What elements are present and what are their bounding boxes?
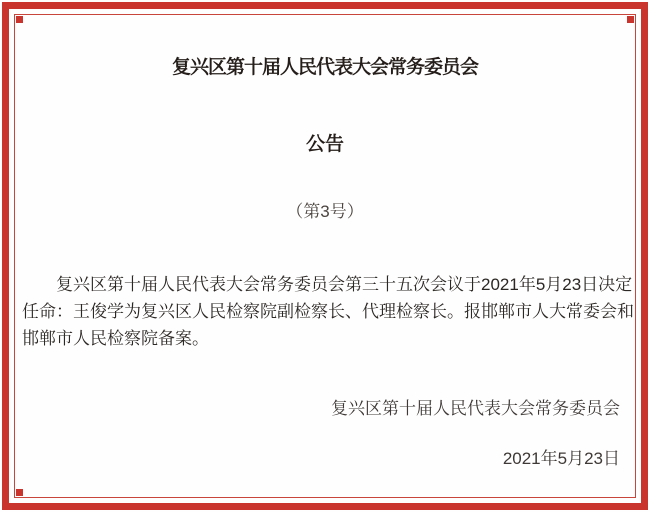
body-line-2: 任命：王俊学为复兴区人民检察院副检察长、代理检察长。报邯郸市人大常委会和 <box>22 302 634 321</box>
inner-red-border <box>14 14 636 498</box>
corner-square-bottom-left <box>16 489 23 496</box>
document-title: 复兴区第十届人民代表大会常务委员会 <box>171 57 478 78</box>
corner-square-top-right <box>627 16 634 23</box>
issue-number: （第3号） <box>286 202 364 221</box>
signature-issuer: 复兴区第十届人民代表大会常务委员会 <box>331 399 620 418</box>
signature-date: 2021年5月23日 <box>502 449 620 468</box>
document-subtitle: 公告 <box>305 134 344 155</box>
body-paragraph <box>22 271 634 352</box>
corner-square-top-left <box>16 16 23 23</box>
body-line-3: 邯郸市人民检察院备案。 <box>22 329 209 348</box>
body-line-1: 复兴区第十届人民代表大会常务委员会第三十五次会议于2021年5月23日决定 <box>56 275 633 294</box>
